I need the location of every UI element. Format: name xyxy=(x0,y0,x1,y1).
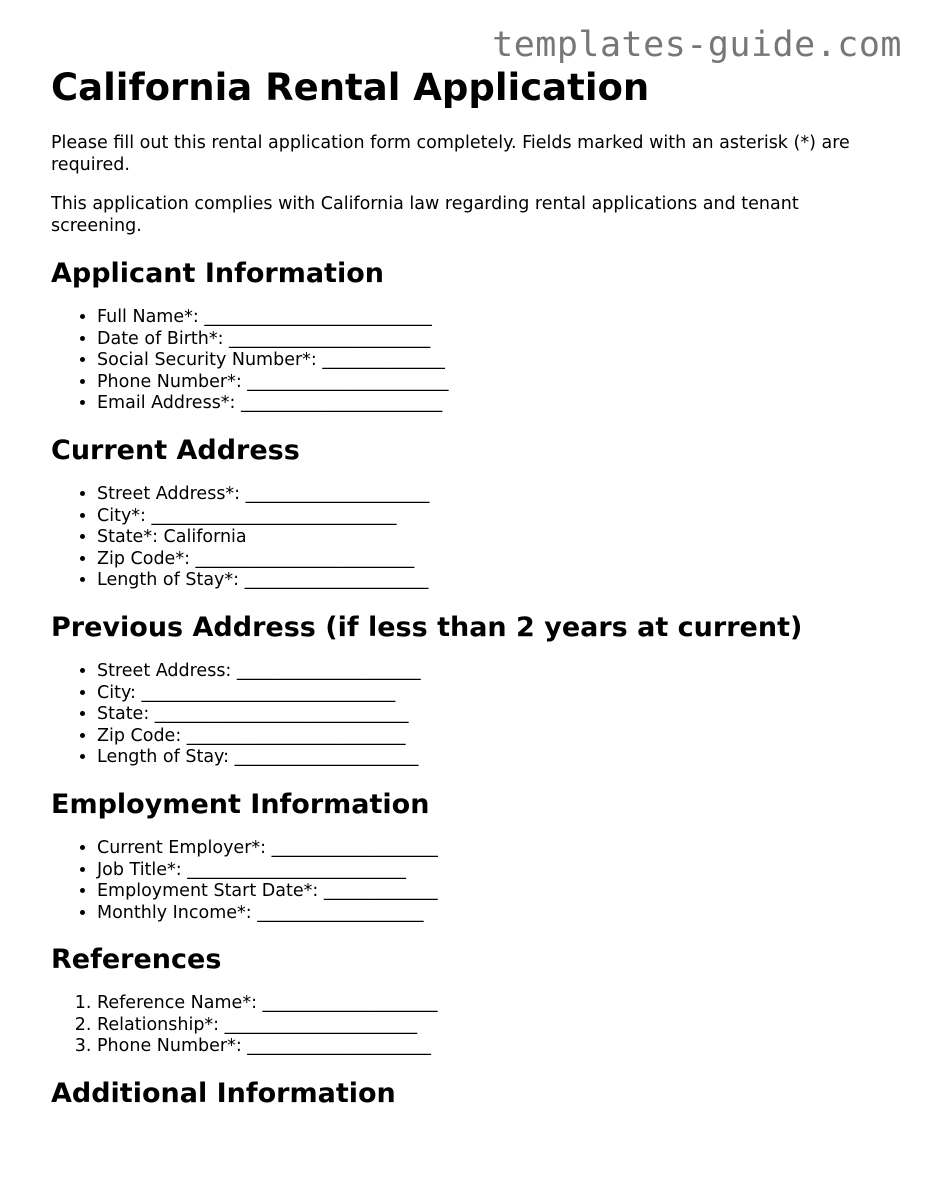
additional-information-section xyxy=(51,1078,891,1110)
watermark: templates-guide.com xyxy=(492,25,902,65)
references-section xyxy=(51,944,891,1058)
current-address-field-list xyxy=(51,484,891,592)
employment-information-section xyxy=(51,789,891,924)
applicant-field-list xyxy=(51,307,891,415)
intro-paragraph-2: This application complies with California law regarding rental applications and tenant screening. xyxy=(51,194,799,236)
field-prev-city: • City: _____________________________ xyxy=(97,683,891,705)
document-page xyxy=(51,66,891,1130)
employment-field-list xyxy=(51,838,891,924)
field-street-address: • Street Address*: _____________________ xyxy=(97,484,891,506)
field-prev-zip-code: • Zip Code: _________________________ xyxy=(97,726,891,748)
section-heading-current-address: Current Address xyxy=(51,434,300,466)
intro-paragraph-1: Please fill out this rental application form completely. Fields marked with an asterisk (*) are required. xyxy=(51,133,850,175)
field-city: • City*: ____________________________ xyxy=(97,506,891,528)
references-field-list xyxy=(51,993,891,1058)
section-heading-references: References xyxy=(51,944,222,976)
field-reference-name: 1. Reference Name*: ____________________ xyxy=(97,993,891,1015)
field-relationship: 2. Relationship*: ______________________ xyxy=(97,1015,891,1037)
field-prev-state: • State: _____________________________ xyxy=(97,704,891,726)
field-current-employer: • Current Employer*: ___________________ xyxy=(97,838,891,860)
field-prev-street-address: • Street Address: _____________________ xyxy=(97,661,891,683)
section-heading-additional: Additional Information xyxy=(51,1078,396,1110)
field-job-title: • Job Title*: _________________________ xyxy=(97,860,891,882)
field-phone-number: • Phone Number*: _______________________ xyxy=(97,372,891,394)
field-employment-start-date: • Employment Start Date*: _____________ xyxy=(97,881,891,903)
field-full-name: • Full Name*: __________________________ xyxy=(97,307,891,329)
field-monthly-income: • Monthly Income*: ___________________ xyxy=(97,903,891,925)
field-prev-length-of-stay: • Length of Stay: _____________________ xyxy=(97,747,891,769)
field-length-of-stay: • Length of Stay*: _____________________ xyxy=(97,570,891,592)
field-state: • State*: California xyxy=(97,527,891,549)
field-ssn: • Social Security Number*: ______________ xyxy=(97,350,891,372)
previous-address-field-list xyxy=(51,661,891,769)
section-heading-previous-address: Previous Address (if less than 2 years at current) xyxy=(51,611,803,643)
section-heading-applicant: Applicant Information xyxy=(51,258,384,289)
field-reference-phone: 3. Phone Number*: _____________________ xyxy=(97,1036,891,1058)
previous-address-section xyxy=(51,612,891,769)
section-heading-employment: Employment Information xyxy=(51,788,430,820)
field-zip-code: • Zip Code*: _________________________ xyxy=(97,549,891,571)
page-title: California Rental Application xyxy=(51,66,650,109)
current-address-section xyxy=(51,435,891,592)
field-date-of-birth: • Date of Birth*: _______________________ xyxy=(97,329,891,351)
field-email-address: • Email Address*: _______________________ xyxy=(97,393,891,415)
applicant-information-section xyxy=(51,258,891,415)
